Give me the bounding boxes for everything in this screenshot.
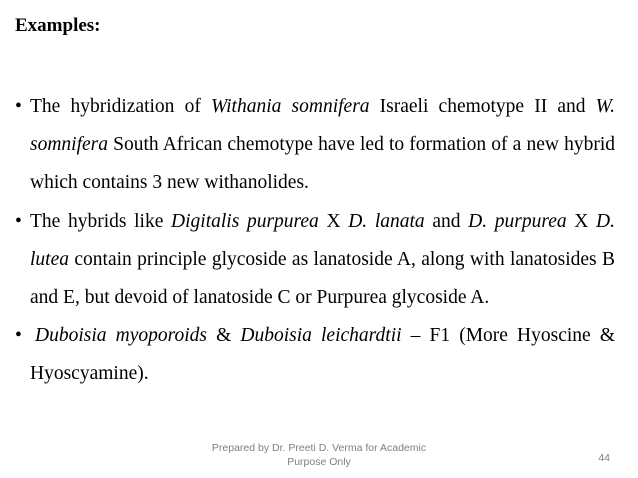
bullet-item <box>15 203 615 318</box>
text-segment: and <box>424 210 469 232</box>
italic-text-segment: Duboisia leichardtii <box>240 325 402 347</box>
text-segment: & <box>206 325 241 347</box>
italic-text-segment: Withania somnifera <box>210 96 370 117</box>
bullet-marker: • <box>15 96 22 117</box>
text-segment: The hybrids like <box>30 210 172 232</box>
text-segment: X <box>318 210 349 232</box>
bullet-item <box>15 317 615 393</box>
page-number: 44 <box>598 452 610 464</box>
italic-text-segment: Duboisia myoporoids <box>35 325 207 347</box>
bullet-text <box>30 96 615 193</box>
text-segment: contain principle glycoside as lanatoside A, along with lanatosides B and E, but devoid of lanatoside C or Purpurea glycoside A. <box>30 248 615 309</box>
text-segment: X <box>566 210 597 232</box>
italic-text-segment: Digitalis purpurea <box>171 210 319 232</box>
footer-prepared-by: Prepared by Dr. Preeti D. Verma for Academic Purpose Only <box>211 442 427 468</box>
text-segment: – F1 (More Hyoscine & Hyoscyamine). <box>30 325 615 385</box>
text-segment: The hybridization of <box>30 96 211 117</box>
italic-text-segment: D. purpurea <box>468 210 567 232</box>
text-segment: South African chemotype have led to formation of a new hybrid which contains 3 new withanolides. <box>30 134 615 194</box>
bullet-text <box>30 211 615 308</box>
bullet-list <box>15 88 615 394</box>
slide-heading: Examples: <box>15 15 101 36</box>
bullet-marker: • <box>15 210 22 232</box>
bullet-marker: • <box>15 325 22 347</box>
italic-text-segment: D. lutea <box>30 210 615 270</box>
text-segment: Israeli chemotype II and <box>369 96 596 117</box>
bullet-text <box>30 325 615 384</box>
bullet-item <box>15 88 615 203</box>
italic-text-segment: D. lanata <box>348 210 425 232</box>
italic-text-segment: W. somnifera <box>30 96 615 156</box>
